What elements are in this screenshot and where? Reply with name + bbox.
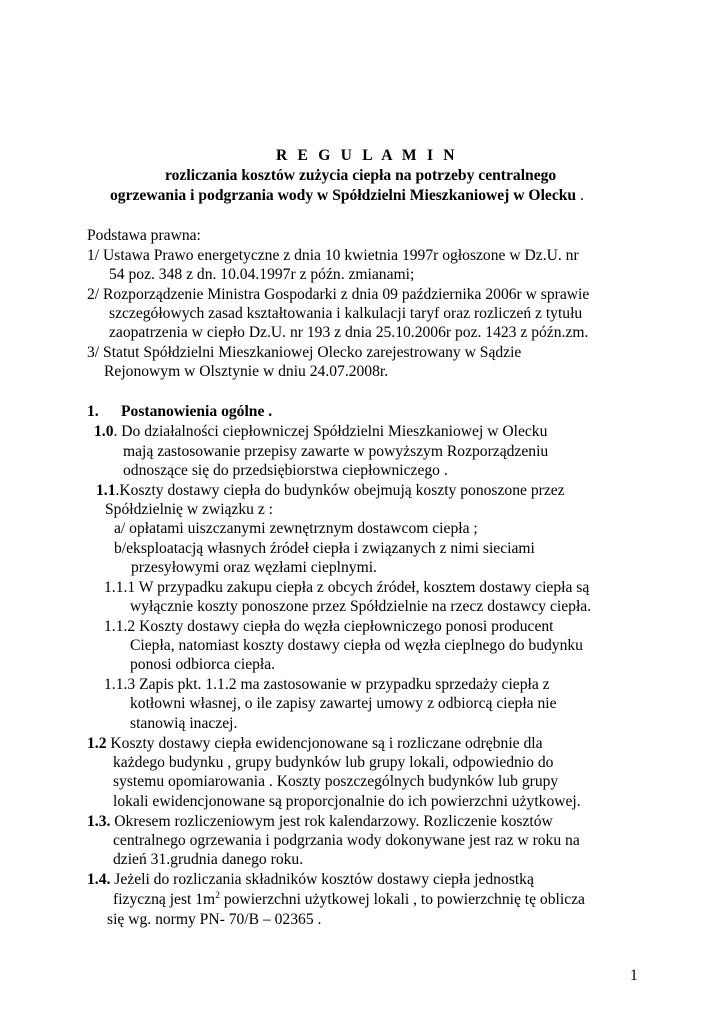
legal-basis-item: zaopatrzenia w ciepło Dz.U. nr 193 z dnia 25.10.2006r poz. 1423 z późn.zm.: [109, 324, 589, 341]
paragraph-1-0: [94, 422, 547, 441]
paragraph-1-0-line: mają zastosowanie przepisy zawarte w powyższym Rozporządzeniu: [123, 443, 549, 460]
paragraph-1-1-line: b/eksploatacją własnych źródeł ciepła i związanych z nimi sieciami: [114, 540, 535, 557]
paragraph-1-1-3-line: kotłowni własnej, o ile zapisy zawartej umowy z odbiorcą ciepła nie: [130, 695, 557, 712]
paragraph-number: 1.0: [94, 423, 114, 440]
legal-basis-item: 1/ Ustawa Prawo energetyczne z dnia 10 kwietnia 1997r ogłoszone w Dz.U. nr: [87, 247, 579, 264]
paragraph-number: 1.2: [87, 735, 107, 752]
paragraph-1-2-line: lokali ewidencjonowane są proporcjonalnie do ich powierzchni użytkowej.: [113, 793, 581, 810]
superscript: 2: [215, 891, 220, 901]
paragraph-text: Okresem rozliczeniowym jest rok kalendarzowy. Rozliczenie kosztów: [110, 813, 553, 830]
paragraph-1-1-1: 1.1.1 W przypadku zakupu ciepła z obcych źródeł, kosztem dostawy ciepła są: [104, 579, 590, 596]
paragraph-number: 1.3.: [87, 813, 111, 830]
legal-basis-heading: Podstawa prawna:: [87, 227, 201, 244]
paragraph-1-1: [96, 481, 565, 500]
paragraph-number: 1.4.: [87, 871, 111, 888]
paragraph-1-1-line: a/ opłatami uiszczanymi zewnętrznym dostawcom ciepła ;: [114, 520, 478, 537]
subtitle-text: ogrzewania i podgrzania wody w Spółdzielni Mieszkaniowej w Olecku: [110, 187, 577, 204]
document-title: R E G U L A M I N: [276, 147, 458, 164]
paragraph-1-3: [87, 812, 553, 831]
paragraph-text: powierzchni użytkowej lokali , to powierzchnię tę oblicza: [219, 891, 585, 908]
legal-basis-item: szczegółowych zasad kształtowania i kalkulacji taryf oraz rozliczeń z tytułu: [109, 305, 583, 322]
legal-basis-item: 2/ Rozporządzenie Ministra Gospodarki z dnia 09 października 2006r w sprawie: [87, 286, 590, 303]
section-title: Postanowienia ogólne .: [121, 403, 273, 420]
legal-basis-item: Rejonowym w Olsztynie w dniu 24.07.2008r.: [104, 363, 389, 380]
document-subtitle: [110, 186, 584, 205]
paragraph-1-4: [87, 870, 534, 889]
paragraph-1-2: [87, 734, 543, 753]
page-number: 1: [630, 967, 638, 984]
paragraph-number: 1.1: [96, 482, 116, 499]
legal-basis-item: 3/ Statut Spółdzielni Mieszkaniowej Olecko zarejestrowany w Sądzie: [87, 344, 522, 361]
paragraph-1-1-2-line: Ciepła, natomiast koszty dostawy ciepła od węzła cieplnego do budynku: [130, 637, 583, 654]
paragraph-text: . Do działalności ciepłowniczej Spółdzielni Mieszkaniowej w Olecku: [113, 423, 548, 440]
paragraph-1-0-line: odnoszące się do przedsiębiorstwa ciepłowniczego .: [123, 462, 448, 479]
paragraph-1-1-line: przesyłowymi oraz węzłami cieplnymi.: [131, 559, 377, 576]
paragraph-1-1-3: 1.1.3 Zapis pkt. 1.1.2 ma zastosowanie w przypadku sprzedaży ciepła z: [104, 676, 550, 693]
legal-basis-item: 54 poz. 348 z dn. 10.04.1997r z późn. zmianami;: [109, 266, 415, 283]
paragraph-text: .Koszty dostawy ciepła do budynków obejmują koszty ponoszone przez: [115, 482, 565, 499]
paragraph-1-1-1-line: wyłącznie koszty ponoszone przez Spółdzielnie na rzecz dostawcy ciepła.: [130, 598, 592, 615]
paragraph-1-4-line: się wg. normy PN- 70/B – 02365 .: [107, 911, 322, 928]
paragraph-text: Koszty dostawy ciepła ewidencjonowane są i rozliczane odrębnie dla: [106, 735, 543, 752]
paragraph-1-3-line: dzień 31.grudnia danego roku.: [113, 851, 304, 868]
paragraph-1-1-3-line: stanowią inaczej.: [130, 715, 238, 732]
paragraph-1-1-2-line: ponosi odbiorca ciepła.: [130, 656, 276, 673]
paragraph-1-3-line: centralnego ogrzewania i podgrzania wody dokonywane jest raz w roku na: [113, 832, 580, 849]
document-subtitle: rozliczania kosztów zużycia ciepła na potrzeby centralnego: [165, 167, 557, 184]
paragraph-1-2-line: każdego budynku , grupy budynków lub grupy lokali, odpowiednio do: [113, 754, 554, 771]
paragraph-1-2-line: systemu opomiarowania . Koszty poszczególnych budynków lub grupy: [113, 773, 559, 790]
paragraph-1-4-line: [113, 890, 585, 909]
paragraph-1-1-line: Spółdzielnię w związku z :: [105, 501, 274, 518]
paragraph-text: Jeżeli do rozliczania składników kosztów dostawy ciepła jednostką: [110, 871, 534, 888]
section-number: 1.: [87, 403, 99, 420]
paragraph-text: fizyczną jest 1m: [113, 891, 216, 908]
subtitle-end: .: [576, 187, 584, 204]
paragraph-1-1-2: 1.1.2 Koszty dostawy ciepła do węzła ciepłowniczego ponosi producent: [104, 618, 554, 635]
